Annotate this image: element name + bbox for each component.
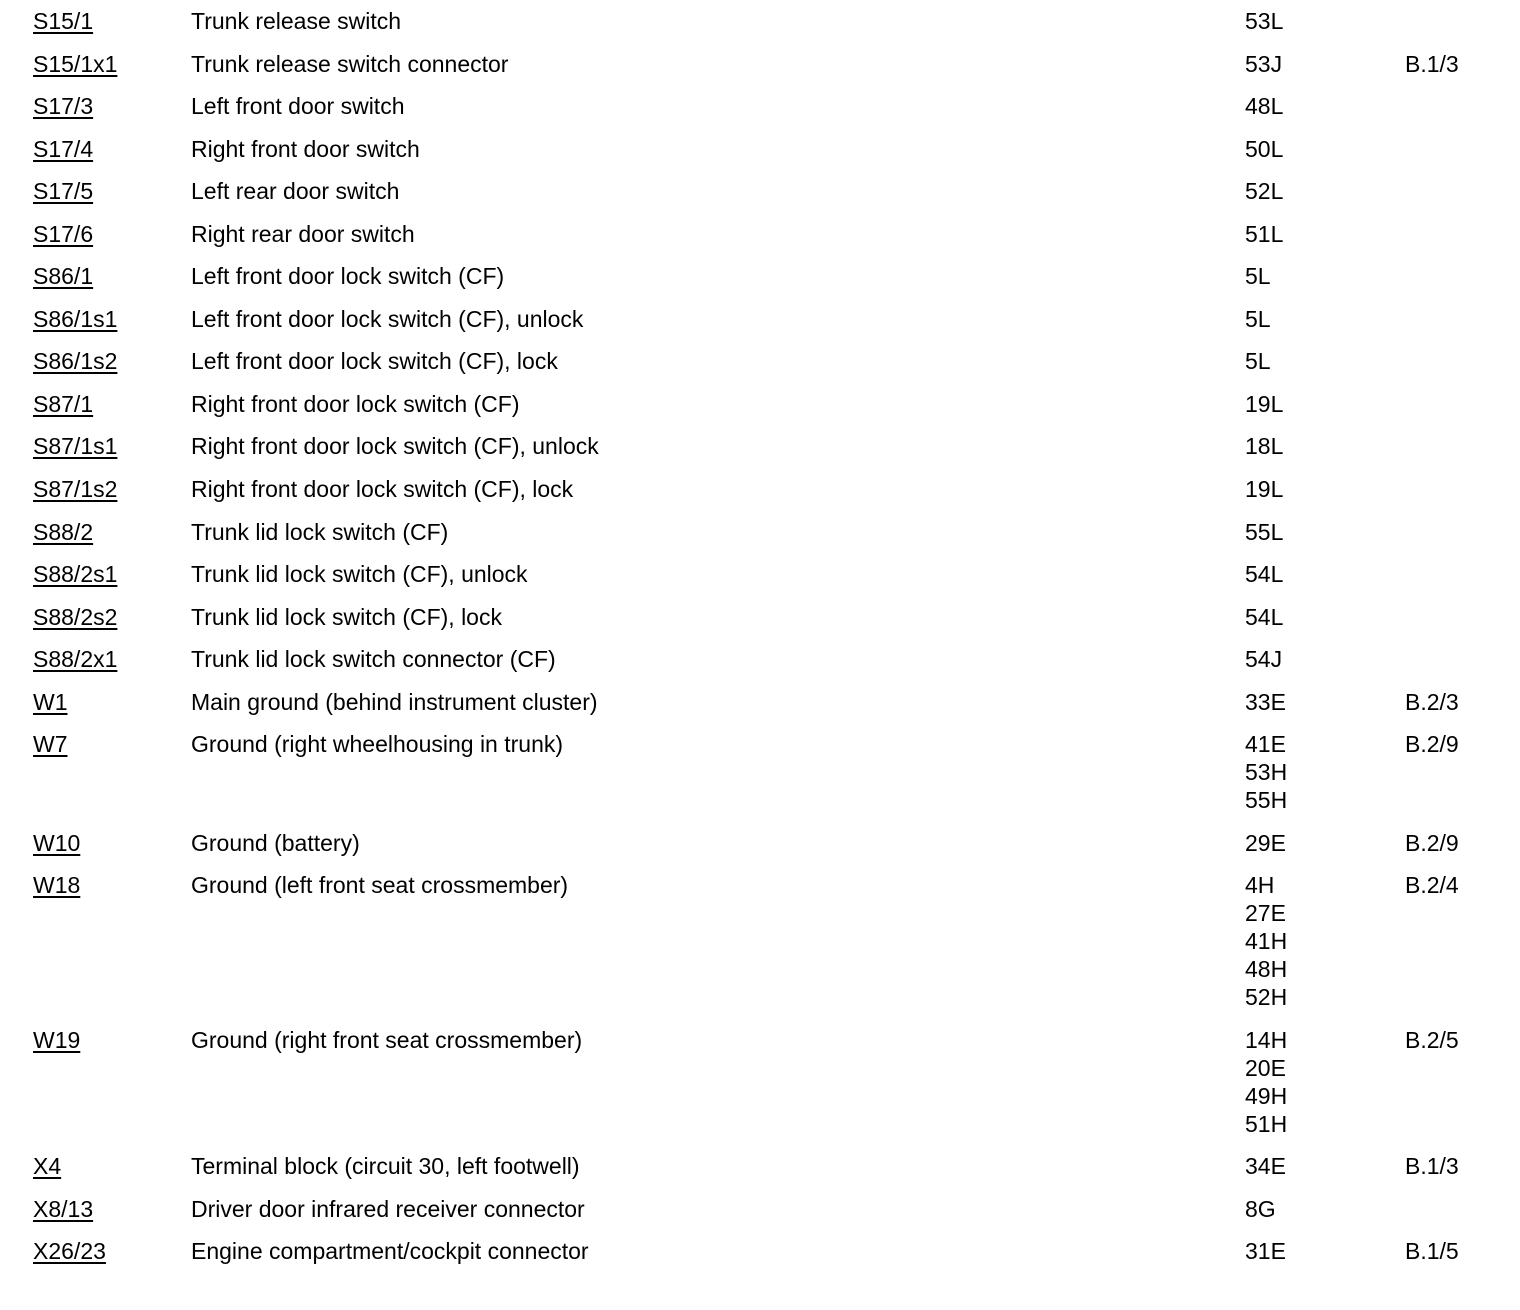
table-row [0,347,1520,390]
component-description: Ground (right front seat crossmember) [191,1026,583,1053]
table-row [0,1195,1520,1238]
component-description: Left rear door switch [191,178,400,205]
table-row [0,50,1520,93]
grid-location-list [1245,390,1365,418]
grid-location: 52L [1245,178,1284,205]
table-row [0,135,1520,178]
grid-location-list [1245,262,1365,290]
component-code-link[interactable]: W7 [33,731,68,758]
grid-location: 54L [1245,561,1284,588]
reference-section: B.1/5 [1405,1238,1459,1265]
grid-location: 5L [1245,263,1271,290]
component-description: Ground (right wheelhousing in trunk) [191,731,564,758]
grid-location-list [1245,688,1365,716]
component-description: Right front door lock switch (CF), unlock [191,433,599,460]
grid-location-list [1245,645,1365,673]
table-row [0,92,1520,135]
grid-location: 27E [1245,900,1286,927]
table-row [0,871,1520,1026]
grid-location-list [1245,871,1365,1011]
component-code-link[interactable]: S87/1 [33,390,94,417]
component-description: Engine compartment/cockpit connector [191,1238,589,1265]
grid-location-list [1245,560,1365,588]
grid-location-list [1245,347,1365,375]
grid-location: 53J [1245,50,1283,77]
component-description: Right front door lock switch (CF) [191,390,520,417]
grid-location: 48H [1245,956,1288,983]
component-description: Trunk lid lock switch (CF), lock [191,603,502,630]
component-description: Left front door switch [191,93,405,120]
grid-location: 50L [1245,135,1284,162]
component-code-link[interactable]: S88/2x1 [33,646,118,673]
grid-location: 48L [1245,93,1284,120]
reference-section: B.2/9 [1405,829,1459,856]
component-description: Right rear door switch [191,220,415,247]
component-code-link[interactable]: W18 [33,872,81,899]
table-row [0,177,1520,220]
grid-location: 31E [1245,1238,1286,1265]
component-description: Left front door lock switch (CF) [191,263,505,290]
component-code-link[interactable]: S88/2s1 [33,561,118,588]
grid-location: 19L [1245,390,1284,417]
table-row [0,730,1520,829]
component-description: Ground (left front seat crossmember) [191,872,569,899]
component-code-link[interactable]: W1 [33,688,68,715]
grid-location: 54L [1245,603,1284,630]
component-description: Trunk release switch [191,8,402,34]
grid-location: 49H [1245,1082,1288,1109]
component-code-link[interactable]: W19 [33,1026,81,1053]
grid-location: 29E [1245,829,1286,856]
table-row [0,1026,1520,1153]
grid-location: 33E [1245,688,1286,715]
component-legend-table [0,7,1520,1280]
component-code-link[interactable]: S86/1 [33,263,94,290]
component-code-link[interactable]: S15/1 [33,8,94,34]
component-code-link[interactable]: S88/2s2 [33,603,118,630]
table-row [0,432,1520,475]
component-code-link[interactable]: S15/1x1 [33,50,118,77]
reference-section: B.2/9 [1405,731,1459,758]
reference-section: B.1/3 [1405,1153,1459,1180]
reference-section: B.1/3 [1405,50,1459,77]
table-row [0,560,1520,603]
grid-location-list [1245,92,1365,120]
grid-location: 4H [1245,872,1275,899]
component-description: Right front door switch [191,135,420,162]
component-code-link[interactable]: W10 [33,829,81,856]
table-row [0,518,1520,561]
grid-location: 51H [1245,1110,1288,1137]
table-row [0,829,1520,872]
grid-location: 5L [1245,305,1271,332]
table-row [0,262,1520,305]
grid-location-list [1245,1195,1365,1223]
reference-section: B.2/3 [1405,688,1459,715]
grid-location: 53L [1245,8,1284,34]
grid-location-list [1245,475,1365,503]
component-description: Left front door lock switch (CF), unlock [191,305,584,332]
component-code-link[interactable]: X8/13 [33,1195,94,1222]
component-description: Trunk lid lock switch connector (CF) [191,646,556,673]
grid-location: 34E [1245,1153,1286,1180]
component-code-link[interactable]: X4 [33,1153,62,1180]
reference-section: B.2/5 [1405,1026,1459,1053]
component-description: Terminal block (circuit 30, left footwell) [191,1153,580,1180]
grid-location-list [1245,50,1365,78]
grid-location-list [1245,1152,1365,1180]
component-code-link[interactable]: S17/5 [33,178,94,205]
grid-location: 54J [1245,646,1283,673]
grid-location-list [1245,518,1365,546]
grid-location-list [1245,829,1365,857]
component-description: Right front door lock switch (CF), lock [191,476,574,503]
reference-section: B.2/4 [1405,872,1459,899]
grid-location-list [1245,1237,1365,1265]
component-description: Driver door infrared receiver connector [191,1195,585,1222]
grid-location: 52H [1245,984,1288,1011]
component-description: Main ground (behind instrument cluster) [191,688,598,715]
component-code-link[interactable]: S88/2 [33,518,94,545]
table-row [0,7,1520,50]
grid-location: 19L [1245,476,1284,503]
grid-location: 41E [1245,731,1286,758]
grid-location: 14H [1245,1026,1288,1053]
grid-location: 55H [1245,787,1288,814]
table-row [0,603,1520,646]
grid-location-list [1245,1026,1365,1138]
grid-location: 41H [1245,928,1288,955]
component-description: Left front door lock switch (CF), lock [191,348,558,375]
grid-location: 53H [1245,759,1288,786]
component-code-link[interactable]: S17/6 [33,220,94,247]
grid-location: 18L [1245,433,1284,460]
table-row [0,220,1520,263]
component-code-link[interactable]: X26/23 [33,1238,106,1265]
grid-location-list [1245,603,1365,631]
grid-location-list [1245,730,1365,814]
component-description: Trunk release switch connector [191,50,509,77]
component-description: Trunk lid lock switch (CF) [191,518,449,545]
component-code-link[interactable]: S87/1s2 [33,476,118,503]
table-row [0,645,1520,688]
component-code-link[interactable]: S86/1s2 [33,348,118,375]
component-code-link[interactable]: S86/1s1 [33,305,118,332]
grid-location-list [1245,177,1365,205]
component-description: Ground (battery) [191,829,360,856]
grid-location-list [1245,135,1365,163]
grid-location: 55L [1245,518,1284,545]
table-row [0,390,1520,433]
grid-location: 5L [1245,348,1271,375]
component-code-link[interactable]: S87/1s1 [33,433,118,460]
component-code-link[interactable]: S17/4 [33,135,94,162]
component-description: Trunk lid lock switch (CF), unlock [191,561,528,588]
grid-location: 51L [1245,220,1284,247]
grid-location: 20E [1245,1054,1286,1081]
grid-location: 8G [1245,1195,1276,1222]
table-row [0,1152,1520,1195]
grid-location-list [1245,432,1365,460]
table-row [0,305,1520,348]
grid-location-list [1245,305,1365,333]
table-row [0,688,1520,731]
grid-location-list [1245,220,1365,248]
grid-location-list [1245,7,1365,35]
table-row [0,1237,1520,1280]
component-code-link[interactable]: S17/3 [33,93,94,120]
table-row [0,475,1520,518]
